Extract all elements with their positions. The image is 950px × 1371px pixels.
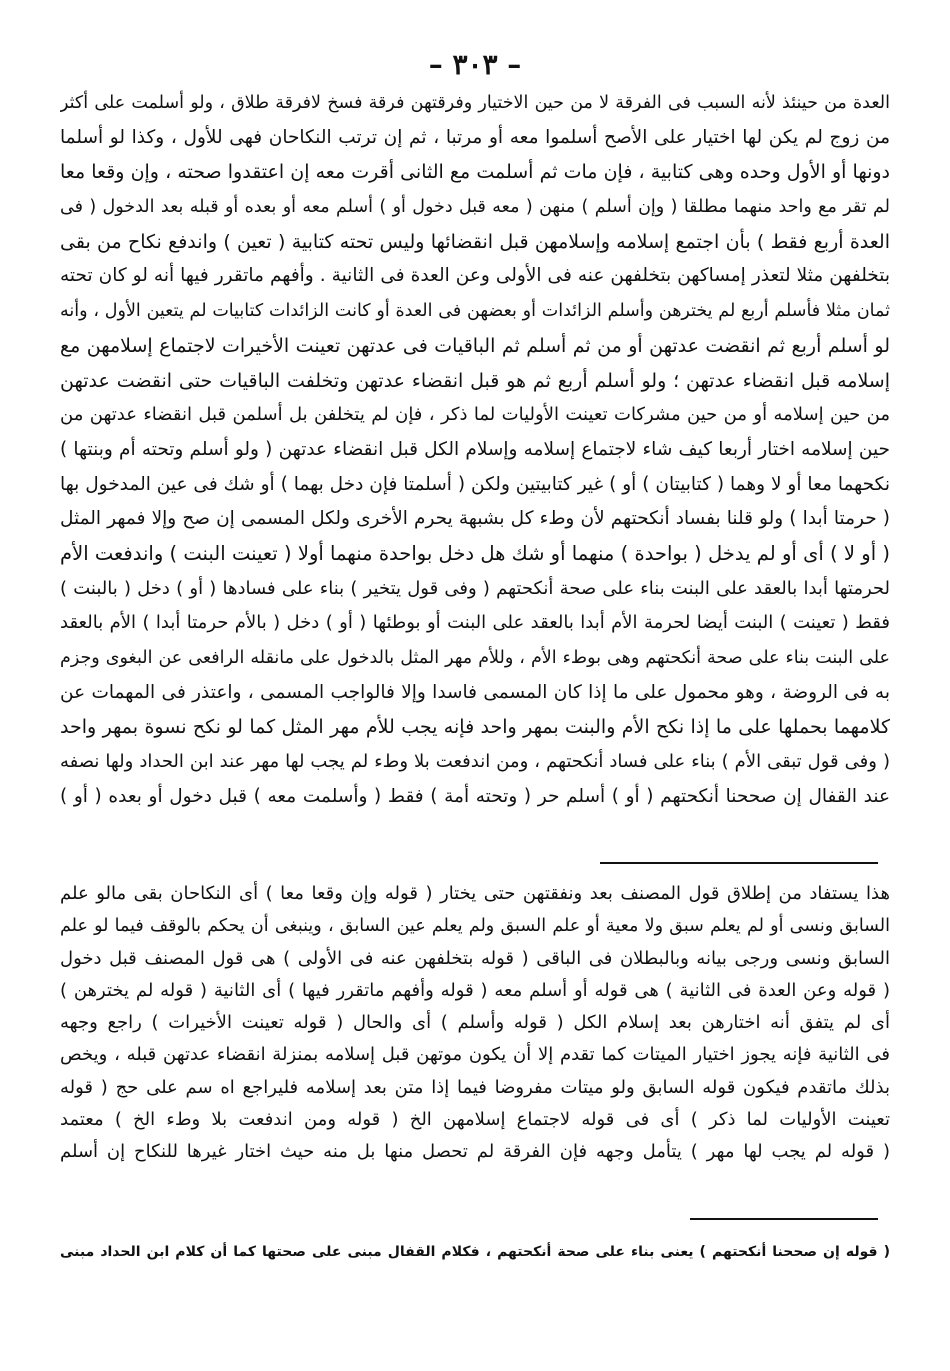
main-line: لو أسلم أربع ثم انقضت عدتهن أو من ثم أسلم ثم الباقيات فى عدتهن تعينت الأخيرات لاجتماع إسلامهن مع bbox=[60, 334, 890, 357]
main-line: لم تقر مع واحد منهما مطلقا ( وإن أسلم ) منهن ( معه قبل دخول أو ) أسلم معه أو بعده أو قبله بعد الدخول ( فى bbox=[60, 197, 890, 218]
commentary-line: تعينت الأوليات لما ذكر ) أى فى قوله لاجتماع إسلامهن الخ ( قوله ومن اندفعت بلا وطء الخ ) معتمد bbox=[60, 1109, 890, 1131]
main-line: دونها أو الأول وحده وهى كتابية ، فإن مات ثم أسلمت مع الثانى أقرت معه إن اعتقدوا صحته ، وإن وقعا معا bbox=[60, 161, 890, 184]
main-line: حين إسلامه اختار أربعا كيف شاء لاجتماع إسلامه وإسلام الكل قبل انقضاء عدتهن ( ولو أسلم وتحته أم وبنتها ) bbox=[60, 438, 890, 460]
main-line: العدة أربع فقط ) بأن اجتمع إسلامه وإسلامهن قبل انقضائها وليس تحته كتابية ( تعين ) واندفع نكاح من بقى bbox=[60, 230, 890, 253]
commentary-line: بذلك ماتقدم فيكون قوله السابق ولو ميتات مفروضا فيما إذا متن بعد إسلامه فليراجع اه سم على حج ( قوله bbox=[60, 1076, 890, 1098]
main-line: به فى الروضة ، وهو محمول على ما إذا كان المسمى فاسدا وإلا فالواجب المسمى ، واعتذر فى المهمات عن bbox=[60, 681, 890, 703]
commentary-line: السابق ونسى ورجى بيانه وبالبطلان فى الباقى ( قوله بتخلفهن عنه فى الأولى ) هى قول المصنف قبل دخول bbox=[60, 947, 890, 969]
main-line: نكحهما معا أو لا وهما ( كتابيتان ) أو ) غير كتابيتين ولكن ( أسلمتا فإن دخل بهما ) أو شك فى عين المدخول بها bbox=[60, 473, 890, 495]
footnote-divider bbox=[690, 1218, 878, 1220]
main-line: على البنت بناء على صحة أنكحتهم وهى بوطء الأم ، وللأم مهر المثل بالدخول على مانقله الرافعى عن البغوى وجزم bbox=[60, 648, 890, 668]
commentary-line: السابق ونسى أو لم يعلم سبق ولا معية أو علم السبق ولم يعلم عين السابق ، وينبغى أن يحكم بالوقف فيما لو علم bbox=[60, 916, 890, 937]
main-line: ( حرمتا أبدا ) ولو قلنا بفساد أنكحتهم لأن وطء كل بشبهة يحرم الأخرى ولكل المسمى إن صح وإلا فمهر المثل bbox=[60, 508, 890, 530]
main-line: إسلامه قبل انقضاء عدتهن ؛ ولو أسلم أربع ثم هو قبل انقضاء عدتهن وتخلفت الباقيات حتى انقضت عدتهن bbox=[60, 369, 890, 392]
commentary-line: ( قوله لم يجب لها مهر ) يتأمل وجهه فإن الفرقة لم تحصل منها بل منه حيث اختار غيرها للنكاح إن أسلم bbox=[60, 1141, 890, 1163]
main-text bbox=[60, 86, 890, 814]
main-line: عند القفال إن صححنا أنكحتهم ( أو ) أسلم حر ( وتحته أمة ) فقط ( وأسلمت معه ) قبل دخول أو بعده ( أو ) bbox=[60, 785, 890, 807]
main-line: فقط ( تعينت ) البنت أيضا لحرمة الأم أبدا بالعقد على البنت أو بوطئها ( أو ) دخل ( بالأم حرمتا أبدا ) الأم بالعقد bbox=[60, 612, 890, 634]
commentary-text bbox=[60, 878, 890, 1169]
main-line: ثمان مثلا فأسلم أربع لم يخترهن وأسلم الزائدات أو بعضهن فى العدة أو كانت الزائدات كتابيات لم يتعين الأول ، وأنه bbox=[60, 301, 890, 322]
main-line: ( أو لا ) أى أو لم يدخل ( بواحدة ) منهما أو شك هل دخل بواحدة منهما أولا ( تعينت البنت ) واندفعت الأم bbox=[60, 541, 890, 565]
commentary-line: هذا يستفاد من إطلاق قول المصنف بعد ونفقتهن حتى يختار ( قوله وإن وقعا معا ) أى النكاحان بقى مالو علم bbox=[60, 883, 890, 904]
main-line: بتخلفهن مثلا لتعذر إمساكهن بتخلفهن عنه فى الأولى وعن العدة فى الثانية . وأفهم ماتقرر فيها أنه لو كان تحته bbox=[60, 265, 890, 287]
page-number: – ٣٠٣ – bbox=[428, 48, 522, 81]
main-line: ( وفى قول تبقى الأم ) بناء على فساد أنكحتهم ، ومن اندفعت بلا وطء لم يجب لها مهر عند ابن الحداد ولها نصفه bbox=[60, 751, 890, 773]
footnote-text bbox=[60, 1232, 890, 1272]
footnote-line: ( قوله إن صححنا أنكحتهم ) يعنى بناء على صحة أنكحتهم ، فكلام القفال مبنى على صحتها كما أن كلام ابن الحداد مبنى bbox=[60, 1244, 890, 1260]
commentary-divider bbox=[600, 862, 878, 864]
commentary-line: ( قوله وعن العدة فى الثانية ) هى قوله أو أسلم معه ( قوله وأفهم ماتقرر فيها ) أى الثانية ( قوله لم يخترهن ) bbox=[60, 979, 890, 1001]
commentary-line: أى لم يتفق أنه اختارهن بعد إسلام الكل ( قوله وأسلم ) أى والحال ( قوله تعينت الأخيرات ) راجع وجهه bbox=[60, 1012, 890, 1034]
main-line: العدة من حينئذ لأنه السبب فى الفرقة لا من حين الاختيار وفرقتهن فرقة فسخ لافرقة طلاق ، ولو أسلمت على أكثر bbox=[60, 93, 890, 113]
main-line: من حين إسلامه أو من حين مشركات تعينت الأوليات لما ذكر ، فإن لم يتخلفن بل أسلمن قبل انقضاء عدتهن من bbox=[60, 404, 890, 426]
main-line: لحرمتها أبدا بالعقد على البنت بناء على صحة أنكحتهم ( وفى قول يتخير ) بناء على فسادها ( أو ) دخل ( بالبنت ) bbox=[60, 577, 890, 599]
main-line: من زوج لم يكن لها اختيار على الأصح أسلموا معه أو مرتبا ، ثم إن ترتب النكاحان فهى للأول ، وكذا لو أسلما bbox=[60, 126, 890, 148]
main-line: كلامهما بحملها على ما إذا نكح الأم والبنت بمهر واحد فإنه يجب للأم مهر المثل كما لو نكح نسوة بمهر واحد bbox=[60, 716, 890, 739]
commentary-line: فى الثانية فإنه يجوز اختيار الميتات كما تقدم إلا أن يكون موتهن قبل إسلامه بمنزلة انقضاء عدتهن قبله ، ويخص bbox=[60, 1044, 890, 1066]
